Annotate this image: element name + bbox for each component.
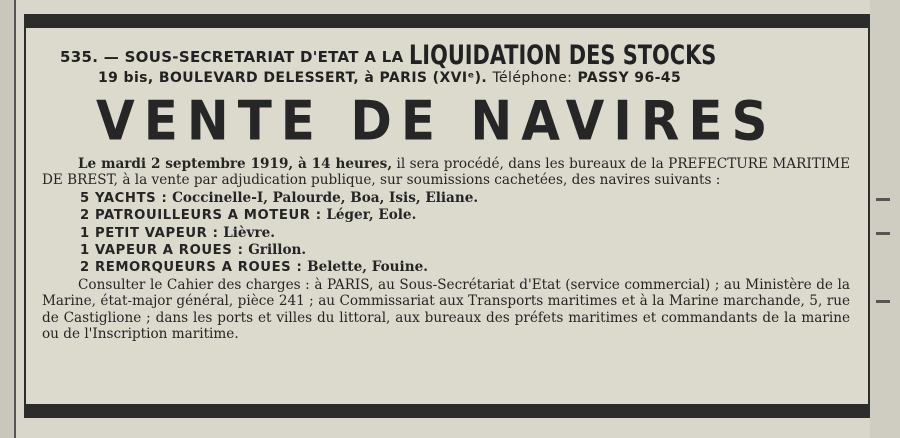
address-street: BOULEVARD DELESSERT, à PARIS (XVIᵉ). [158, 70, 488, 86]
notice-title: VENTE DE NAVIRES [96, 90, 777, 153]
column-mark [876, 300, 890, 303]
phone-label: Téléphone: [492, 70, 573, 86]
ship-list [42, 190, 850, 277]
address-number: 19 bis, [98, 70, 154, 86]
advertisement-content [34, 34, 860, 398]
notice-header-agency: LIQUIDATION DES STOCKS [409, 40, 717, 71]
ship-category: 2 REMORQUEURS A ROUES : [80, 260, 303, 276]
ship-names: Léger, Eole. [326, 207, 417, 224]
notice-address [98, 70, 681, 86]
advertisement-frame [24, 14, 870, 418]
intro-text: il sera procédé, dans les bureaux de la PREFECTURE MARITIME DE BREST, à la vente par adjudication publique, sur soumissions cachetées, des navires suivants : [42, 156, 850, 189]
ship-names: Coccinelle-I, Palourde, Boa, Isis, Eliane. [172, 189, 479, 206]
notice-header [60, 40, 766, 71]
ship-names: Belette, Fouine. [307, 259, 428, 276]
list-item [42, 190, 850, 207]
ship-category: 5 YACHTS : [80, 190, 168, 206]
list-item [42, 242, 850, 259]
notice-number: 535. [60, 48, 99, 66]
notice-header-prefix: — SOUS-SECRETARIAT D'ETAT A LA [103, 48, 404, 66]
phone-value: PASSY 96-45 [577, 70, 682, 86]
list-item [42, 259, 850, 276]
ship-category: 1 PETIT VAPEUR : [80, 225, 219, 241]
list-item [42, 225, 850, 242]
adjacent-column-edge [0, 0, 16, 438]
ship-names: Grillon. [248, 242, 307, 259]
ship-category: 1 VAPEUR A ROUES : [80, 243, 244, 259]
column-mark [876, 232, 890, 235]
column-mark [876, 198, 890, 201]
consult-paragraph: Consulter le Cahier des charges : à PARIS, au Sous-Secrétariat d'Etat (service commercial) ; au Ministère de la Marine, état-major général, pièce 241 ; au Commissariat aux Transports maritimes et à la Marine marchande, 5, rue de Castiglione ; dans les ports et villes du littoral, aux bureaux des préfets maritimes et commandants de la marine ou de l'Inscription maritime. [42, 276, 850, 343]
notice-body [42, 156, 850, 342]
sale-date: Le mardi 2 septembre 1919, à 14 heures, [78, 156, 393, 172]
adjacent-column-right [870, 0, 900, 438]
intro-paragraph [42, 156, 850, 189]
ship-names: Lièvre. [223, 224, 276, 241]
list-item [42, 207, 850, 224]
ship-category: 2 PATROUILLEURS A MOTEUR : [80, 208, 322, 224]
